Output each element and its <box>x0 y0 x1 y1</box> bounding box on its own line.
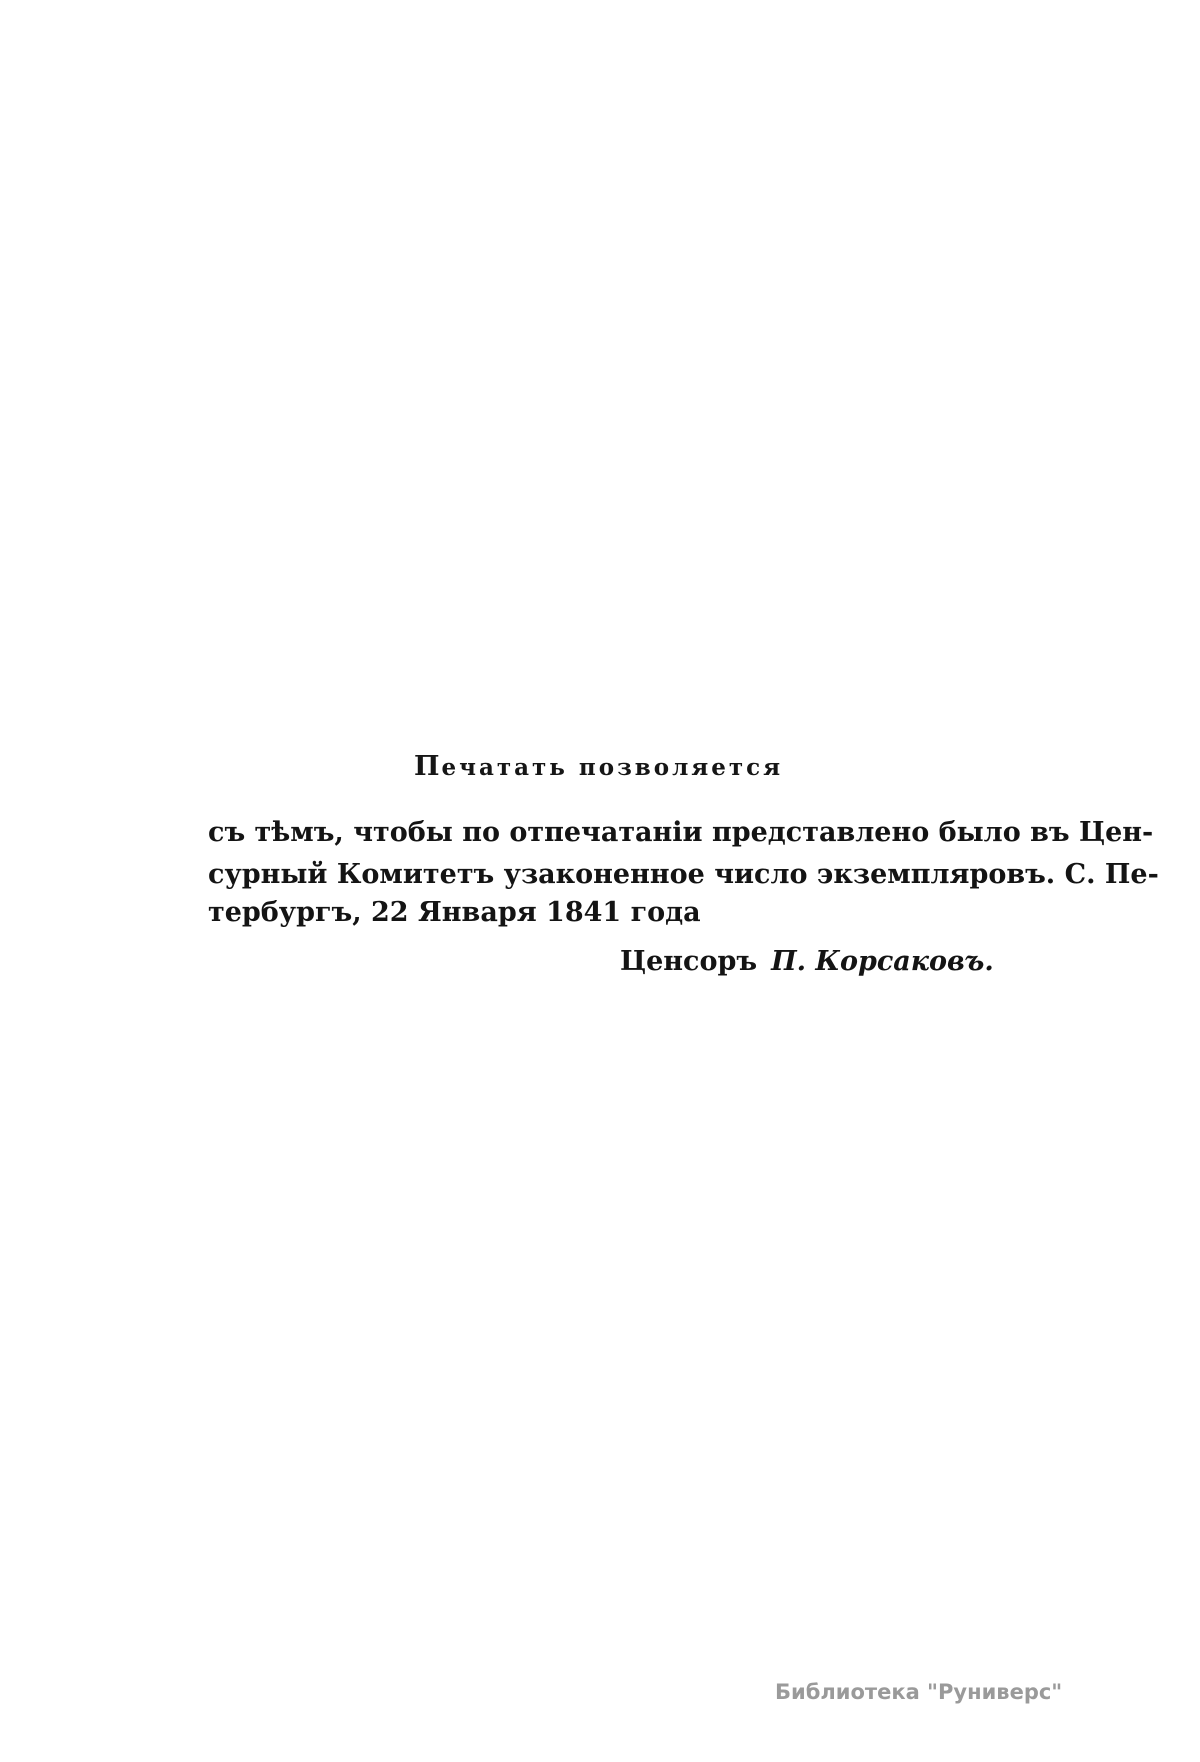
body-line-1: съ тѣмъ, чтобы по отпечатаніи представлено было въ Цен- <box>208 817 1154 848</box>
heading-initial: П <box>414 751 442 782</box>
censor-signature <box>620 944 994 979</box>
body-line-3: тербургъ, 22 Января 1841 года <box>208 897 701 928</box>
signature-title: Ценсоръ <box>620 946 758 977</box>
heading-text: ечатать позволяется <box>441 754 784 781</box>
library-watermark: Библиотека "Руниверс" <box>775 1680 1063 1704</box>
signature-name: П. Корсаковъ. <box>771 946 994 977</box>
censorship-heading <box>414 751 783 782</box>
body-line-2: сурный Комитетъ узаконенное число экземпляровъ. С. Пе- <box>208 859 1159 890</box>
